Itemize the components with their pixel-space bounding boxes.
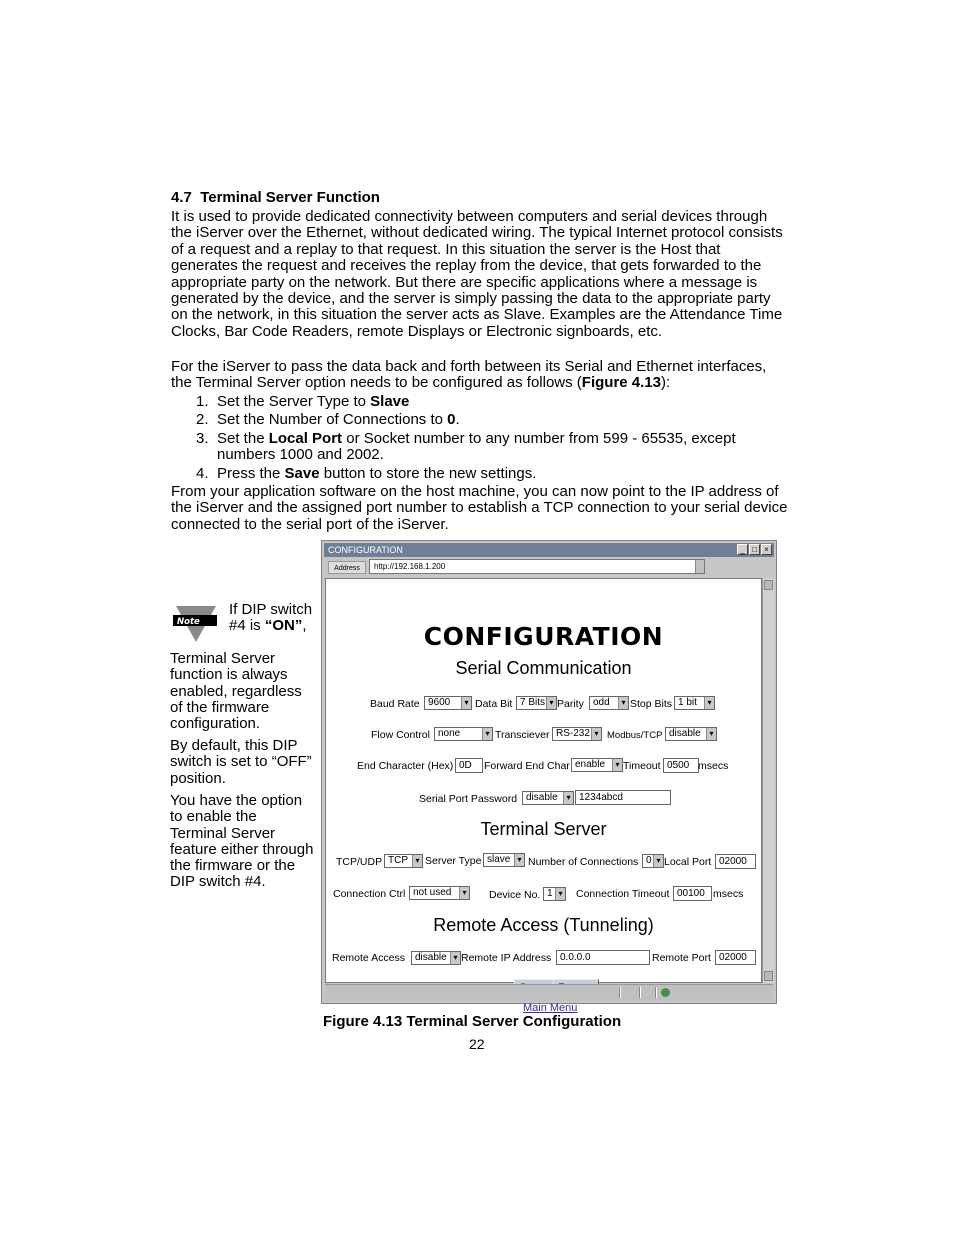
port-input[interactable]: 02000 [715, 854, 756, 869]
note-bold: “ON” [264, 617, 303, 635]
proto-select[interactable]: TCP ▾ [384, 854, 423, 868]
transciever-label: Transciever [495, 729, 550, 741]
config-window [321, 540, 777, 1014]
page-content [325, 578, 762, 1014]
transciever-select[interactable]: RS-232 ▾ [552, 727, 602, 741]
step-number: 3. [196, 429, 209, 447]
intro-paragraph: It is used to provide dedicated connectivity between computers and serial devices through the iServer over the Ethernet, without dedicated wiring. The typical Internet protocol consists of a request and a replay to that request. In this situation the server is the Host that generates the request and receives the replay from the device, that gets forwarded to the appropriate party on the network. But there are specific applications where a message is generated by the device, and the server is simply passing the data to the appropriate party on the network, in this situation the server acts as Slave. Examples are the Attendance Time Clocks, Bar Code Readers, remote Displays or Electronic signboards, etc. [171, 208, 783, 340]
port-label: Local Port [664, 856, 712, 868]
step-text-end: button to store the new settings. [319, 464, 537, 482]
step-bold: 0 [447, 411, 456, 429]
timeout-unit: msecs [698, 760, 729, 772]
remote-heading: Remote Access (Tunneling) [433, 915, 654, 935]
globe-icon [661, 988, 670, 997]
main-menu-link[interactable]: Main Menu [523, 1002, 578, 1014]
scroll-up-icon[interactable] [764, 580, 773, 590]
conn-label: Number of Connections [528, 856, 639, 868]
address-dropdown-icon[interactable] [695, 560, 704, 573]
list-item [171, 412, 771, 428]
flow-label: Flow Control [371, 729, 430, 741]
databit-select[interactable]: 7 Bits ▾ [516, 696, 557, 710]
window-controls [737, 544, 772, 555]
note-icon-text: Note [177, 617, 200, 627]
parity-select[interactable]: odd ▾ [589, 696, 629, 710]
address-bar [326, 558, 702, 575]
maximize-icon[interactable]: □ [749, 544, 760, 555]
ctrl-select[interactable]: not used ▾ [409, 886, 470, 900]
proto-label: TCP/UDP [336, 856, 383, 868]
window-title: CONFIGURATION [328, 545, 403, 555]
step-text: Set the [217, 429, 269, 447]
timeout-input[interactable]: 0500 [663, 758, 699, 773]
access-select[interactable]: disable ▾ [411, 951, 461, 965]
config-text: For the iServer to pass the data back and forth between its Serial and Ethernet interfaces, the Terminal Server option needs to be configured as follows ( [171, 358, 767, 392]
fwd-label: Forward End Char [484, 760, 570, 772]
page-number: 22 [469, 1036, 485, 1052]
steps-list [171, 394, 771, 484]
rport-input[interactable]: 02000 [715, 950, 756, 965]
address-value: http://192.168.1.200 [374, 562, 446, 571]
close-icon[interactable]: × [761, 544, 772, 555]
note-text [229, 602, 319, 635]
scroll-down-icon[interactable] [764, 971, 773, 981]
status-divider [639, 987, 641, 998]
step-number: 1. [196, 393, 209, 410]
note-line-2: By default, this DIP switch is set to “OFF” position. [170, 737, 312, 787]
address-input[interactable] [369, 559, 705, 574]
list-item [171, 394, 771, 410]
stopbits-select[interactable]: 1 bit ▾ [674, 696, 715, 710]
devno-select[interactable]: 1 ▾ [543, 887, 566, 901]
ctimeout-label: Connection Timeout [576, 888, 670, 900]
parity-label: Parity [557, 698, 584, 710]
note-line-1: Terminal Server function is always enabled, regardless of the firmware configuration. [170, 650, 302, 733]
status-divider [655, 987, 657, 998]
step-text-end: or Socket number to any number from 599 - 65535, except numbers 1000 and 2002. [217, 429, 736, 464]
step-bold: Save [284, 464, 320, 482]
figure-caption: Figure 4.13 Terminal Server Configuration [323, 1013, 622, 1030]
step-bold: Slave [370, 393, 410, 410]
conn-select[interactable]: 0 ▾ [642, 854, 664, 868]
endchar-input[interactable]: 0D [455, 758, 483, 773]
pwd-input[interactable]: 1234abcd [575, 790, 671, 805]
note-icon [173, 604, 219, 644]
step-text: Set the Number of Connections to [217, 411, 448, 429]
note-line-3: You have the option to enable the Terminal Server feature either through the firmware or the DIP switch #4. [170, 792, 314, 891]
modbus-select[interactable]: disable ▾ [665, 727, 717, 741]
rport-label: Remote Port [652, 952, 711, 964]
pwd-label: Serial Port Password [419, 793, 518, 805]
section-title [171, 189, 380, 206]
ip-input[interactable]: 0.0.0.0 [556, 950, 650, 965]
section-heading: Terminal Server Function [200, 189, 380, 206]
address-label: Address [328, 561, 366, 574]
baud-label: Baud Rate [370, 698, 420, 710]
timeout-label: Timeout [623, 760, 661, 772]
config-text-end: ): [661, 374, 671, 392]
stopbits-label: Stop Bits [630, 698, 673, 710]
config-paragraph [171, 359, 791, 392]
databit-label: Data Bit [475, 698, 513, 710]
page-title: CONFIGURATION [423, 622, 664, 651]
status-bar [325, 984, 773, 1001]
modbus-label: Modbus/TCP [607, 730, 663, 741]
fwd-select[interactable]: enable ▾ [571, 758, 623, 772]
ctimeout-input[interactable]: 00100 [673, 886, 712, 901]
vertical-scrollbar[interactable] [762, 578, 774, 983]
window-titlebar [324, 543, 774, 557]
after-paragraph: From your application software on the host machine, you can now point to the IP address of the iServer and the assigned port number to establish a TCP connection to your serial device connected to the serial port of the iServer. [171, 483, 788, 533]
ctrl-label: Connection Ctrl [333, 888, 406, 900]
status-divider [619, 987, 621, 998]
step-number: 4. [196, 464, 209, 482]
step-bold: Local Port [268, 429, 343, 447]
minimize-icon[interactable]: _ [737, 544, 748, 555]
type-label: Server Type [425, 855, 482, 867]
step-number: 2. [196, 411, 209, 429]
type-select[interactable]: slave ▾ [483, 853, 525, 867]
devno-label: Device No. [489, 889, 541, 901]
list-item [171, 466, 771, 482]
note-post: , [302, 617, 307, 635]
access-label: Remote Access [332, 952, 405, 964]
figure-reference: Figure 4.13 [581, 374, 661, 392]
ctimeout-unit: msecs [713, 888, 744, 900]
pwd-mode-select[interactable]: disable ▾ [522, 791, 574, 805]
baud-select[interactable]: 9600 ▾ [424, 696, 472, 710]
step-text-end: . [455, 411, 460, 429]
step-text: Set the Server Type to [217, 393, 371, 410]
note-pre: If DIP switch #4 is [229, 601, 313, 635]
section-number: 4.7 [171, 189, 192, 206]
terminal-heading: Terminal Server [480, 819, 607, 839]
list-item [171, 431, 771, 464]
flow-select[interactable]: none ▾ [434, 727, 493, 741]
ip-label: Remote IP Address [461, 952, 552, 964]
endchar-label: End Character (Hex) [357, 760, 454, 772]
step-text: Press the [217, 464, 285, 482]
serial-heading: Serial Communication [455, 658, 632, 678]
